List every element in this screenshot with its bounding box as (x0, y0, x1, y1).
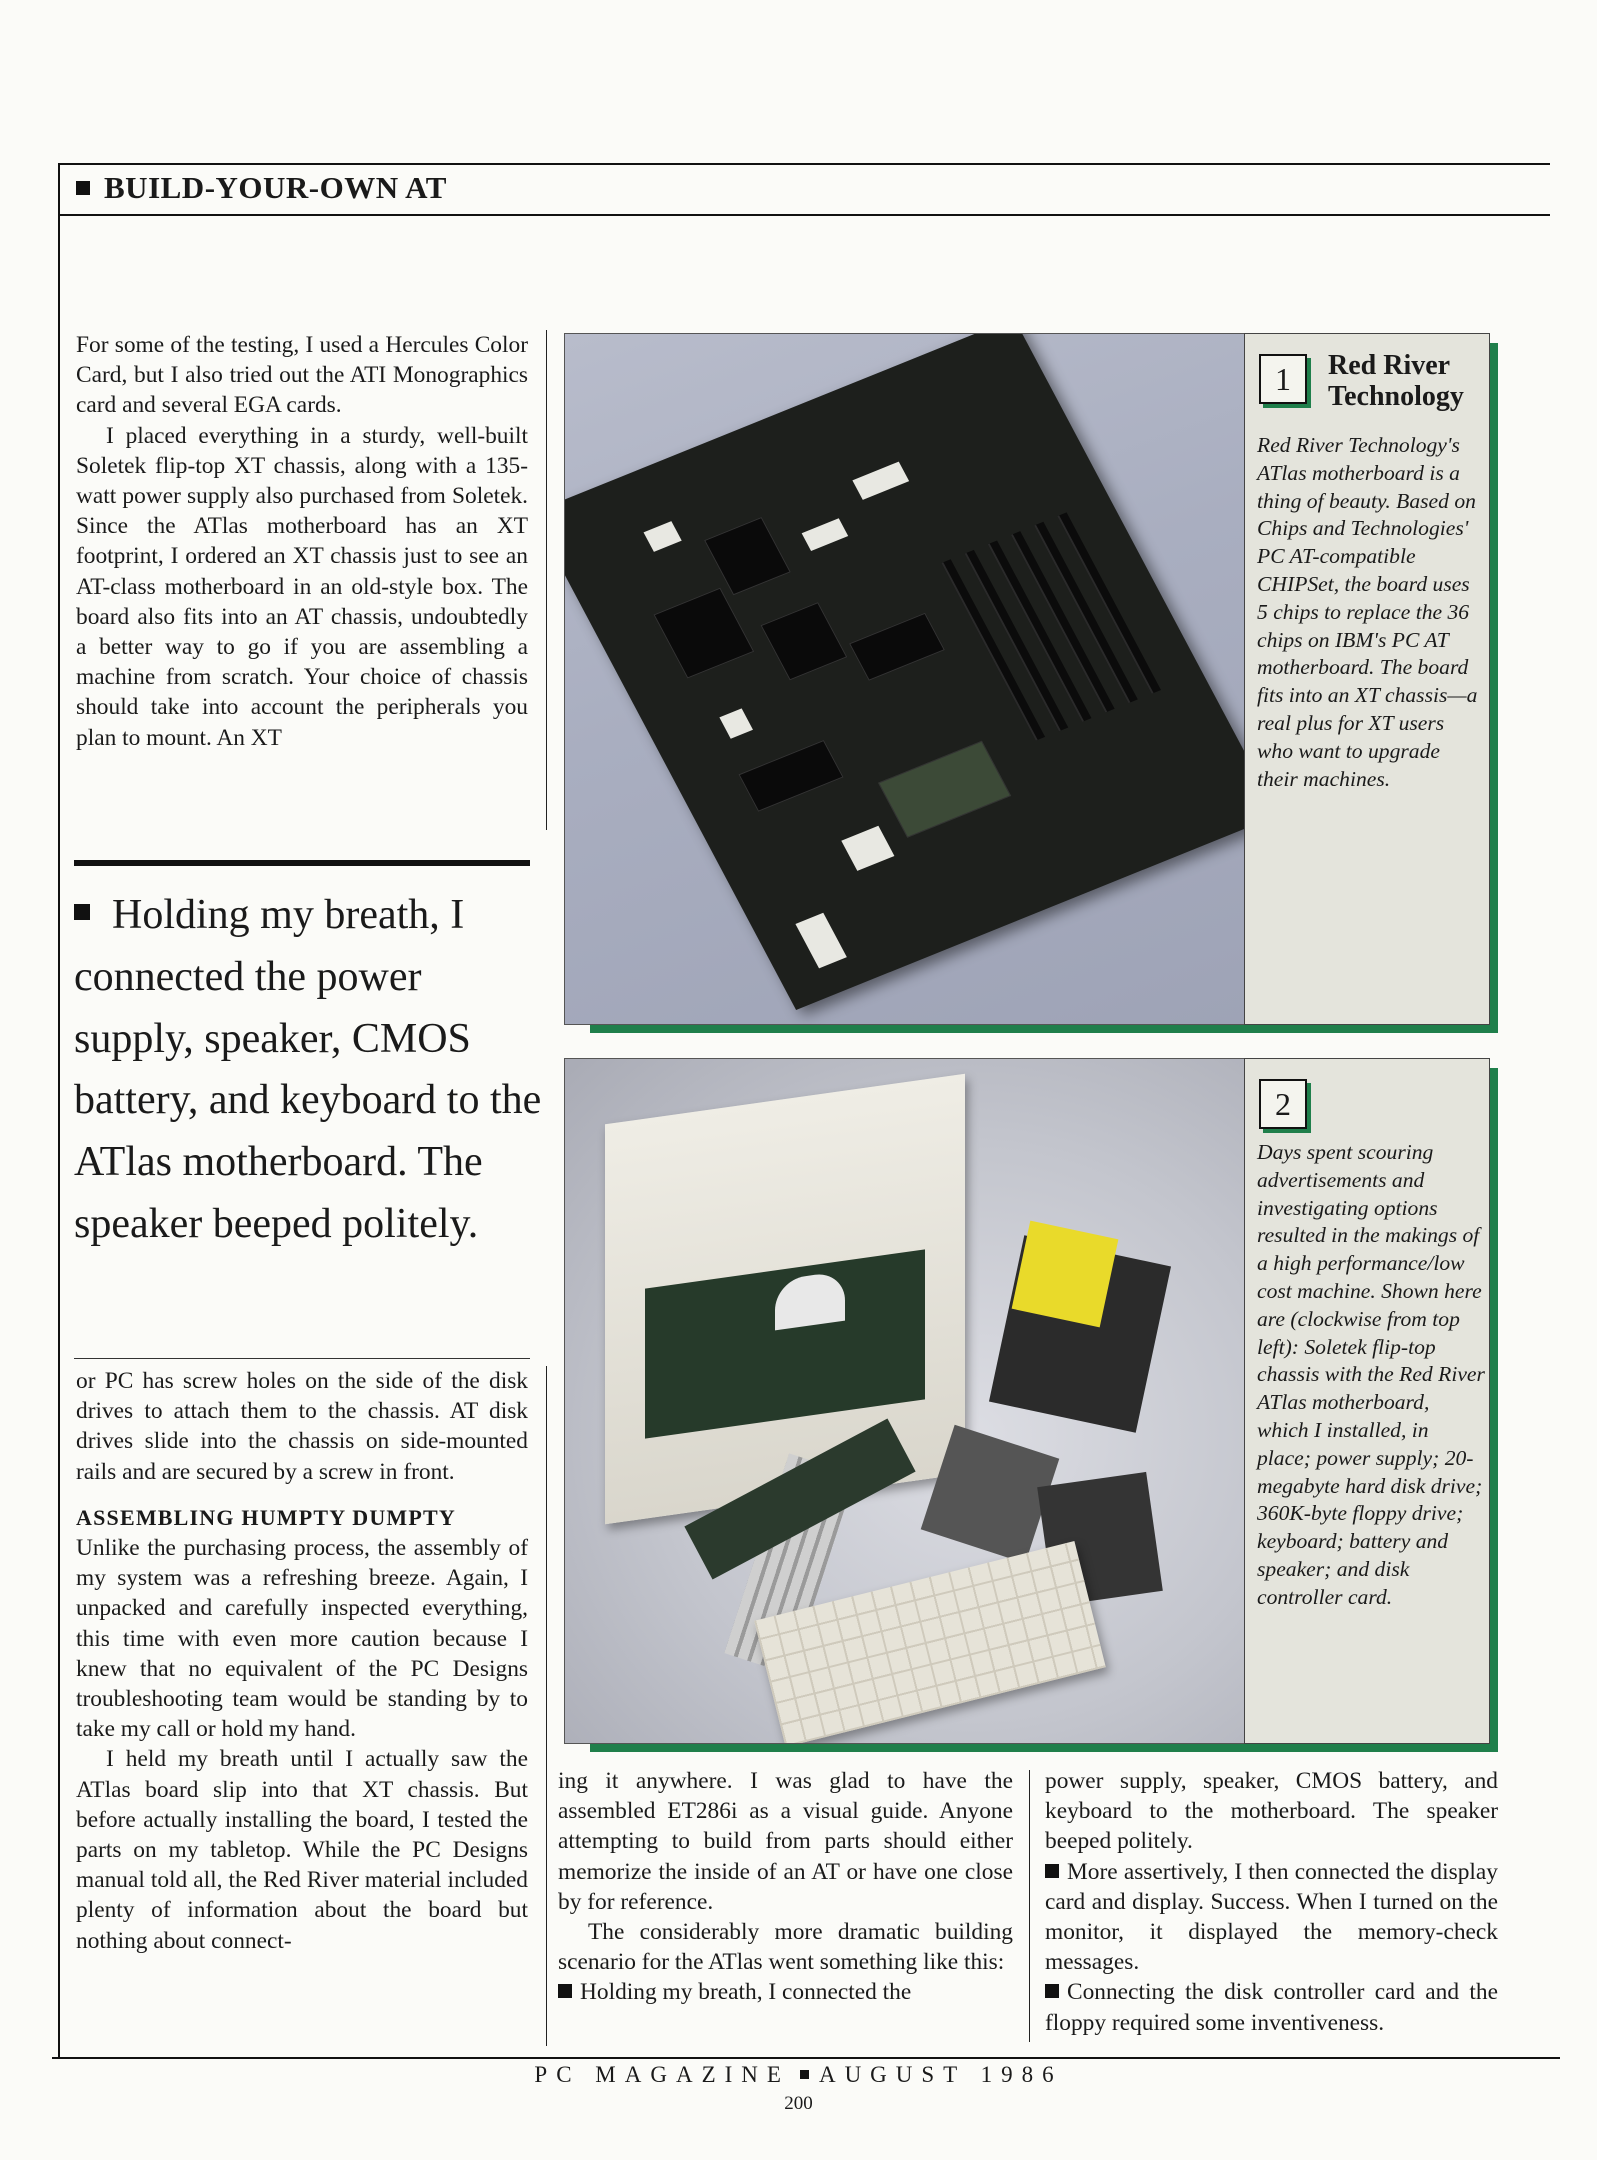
column1-top-text (76, 330, 528, 753)
paragraph: For some of the testing, I used a Hercules Color Card, but I also tried out the ATI Monographics card and several EGA cards. (76, 332, 528, 419)
figure-number: 2 (1259, 1079, 1307, 1129)
figure-title: Red River Technology (1328, 350, 1464, 412)
paragraph (558, 1977, 1013, 2007)
bullet-square-icon (558, 1984, 572, 1998)
magazine-name: PC MAGAZINE (534, 2062, 790, 2087)
pull-quote-top-rule (74, 860, 530, 866)
figure-number: 1 (1259, 354, 1307, 404)
page-number: 200 (784, 2093, 813, 2114)
section-header (76, 170, 447, 206)
figure1-caption-panel (1244, 333, 1490, 1025)
paragraph (1045, 1977, 1498, 2037)
top-rule (58, 163, 1550, 165)
column-divider (546, 1366, 547, 2046)
running-footer (0, 2062, 1597, 2088)
subhead: ASSEMBLING HUMPTY DUMPTY (76, 1504, 456, 1530)
bullet-square-icon (1045, 1984, 1059, 1998)
column-divider (546, 330, 547, 830)
header-rule (58, 214, 1550, 216)
bullet-square-icon (74, 904, 90, 920)
column2-text (558, 1766, 1013, 2008)
paragraph: power supply, speaker, CMOS battery, and keyboard to the motherboard. The speaker beeped politely. (1045, 1768, 1498, 1855)
paragraph: or PC has screw holes on the side of the disk drives to attach them to the chassis. AT disk drives slide into the chassis on side-mounted rails and are secured by a screw in front. (76, 1368, 528, 1485)
column1-bottom-text (76, 1366, 528, 1956)
paragraph-text: Holding my breath, I connected the (580, 1979, 912, 2006)
issue-date: AUGUST 1986 (818, 2062, 1063, 2087)
pull-quote-bottom-rule (74, 1358, 530, 1359)
paragraph (1045, 1857, 1498, 1978)
figure-caption: Red River Technology's ATlas motherboard is a thing of beauty. Based on Chips and Technologies' PC AT-compatible CHIPSet, the board uses 5 chips to replace the 36 chips on IBM's PC AT motherboard. The board fits into an XT chassis—a real plus for XT users who want to upgrade their machines. (1257, 433, 1478, 791)
chassis-image (605, 1074, 965, 1525)
column-divider (1029, 1770, 1030, 2042)
power-supply-label (1012, 1221, 1119, 1328)
pull-quote-text: Holding my breath, I connected the power supply, speaker, CMOS battery, and keyboard to the ATlas motherboard. The speaker beeped politely. (74, 892, 542, 1247)
paragraph: ing it anywhere. I was glad to have the assembled ET286i as a visual guide. Anyone attempting to build from parts should either memorize the inside of an AT or have one close by for reference. (558, 1768, 1013, 1915)
paragraph: I placed everything in a sturdy, well-built Soletek flip-top XT chassis, along with a 135-watt power supply also purchased from Soletek. Since the ATlas motherboard has an XT footprint, I ordered an XT chassis just to see an AT-class motherboard in an old-style box. The board also fits into an AT chassis, undoubtedly a better way to go if you are assembling a machine from scratch. Your choice of chassis should take into account the peripherals you plan to mount. An XT (76, 422, 528, 751)
footer-rule (52, 2057, 1560, 2059)
section-title: BUILD-YOUR-OWN AT (104, 170, 447, 205)
paragraph: Unlike the purchasing process, the assembly of my system was a refreshing breeze. Again, I unpacked and carefully inspected everything, this time with even more caution because I knew that no equivalent of the PC Designs troubleshooting team would be standing by to take my call or hold my hand. (76, 1535, 528, 1743)
motherboard-image (564, 333, 1246, 1010)
figure2-caption-panel (1244, 1058, 1490, 1744)
bullet-square-icon (1045, 1864, 1059, 1878)
paragraph-text: Connecting the disk controller card and the floppy required some inventiveness. (1045, 1979, 1498, 2036)
figure-caption: Days spent scouring advertisements and investigating options resulted in the makings of a high performance/low cost machine. Shown here are (clockwise from top left): Soletek flip-top chassis with the Red River ATlas motherboard, which I installed, in place; power supply; 20-megabyte hard disk drive; 360K-byte floppy drive; keyboard; battery and speaker; and disk controller card. (1257, 1140, 1485, 1609)
paragraph: I held my breath until I actually saw the ATlas board slip into that XT chassis. But before actually installing the board, I tested the parts on my tabletop. While the PC Designs manual told all, the Red River material included plenty of information about the board but nothing about connect- (76, 1746, 528, 1954)
pull-quote (74, 885, 544, 1256)
motherboard-photo (564, 333, 1246, 1025)
paragraph: The considerably more dramatic building scenario for the ATlas went something like this: (558, 1919, 1013, 1976)
bullet-square-icon (800, 2070, 809, 2079)
bullet-square-icon (76, 181, 90, 195)
components-photo (564, 1058, 1246, 1744)
left-frame-rule (58, 163, 60, 2057)
paragraph-text: More assertively, I then connected the display card and display. Success. When I turned on the monitor, it displayed the memory-check messages. (1045, 1858, 1498, 1976)
column3-text (1045, 1766, 1498, 2038)
